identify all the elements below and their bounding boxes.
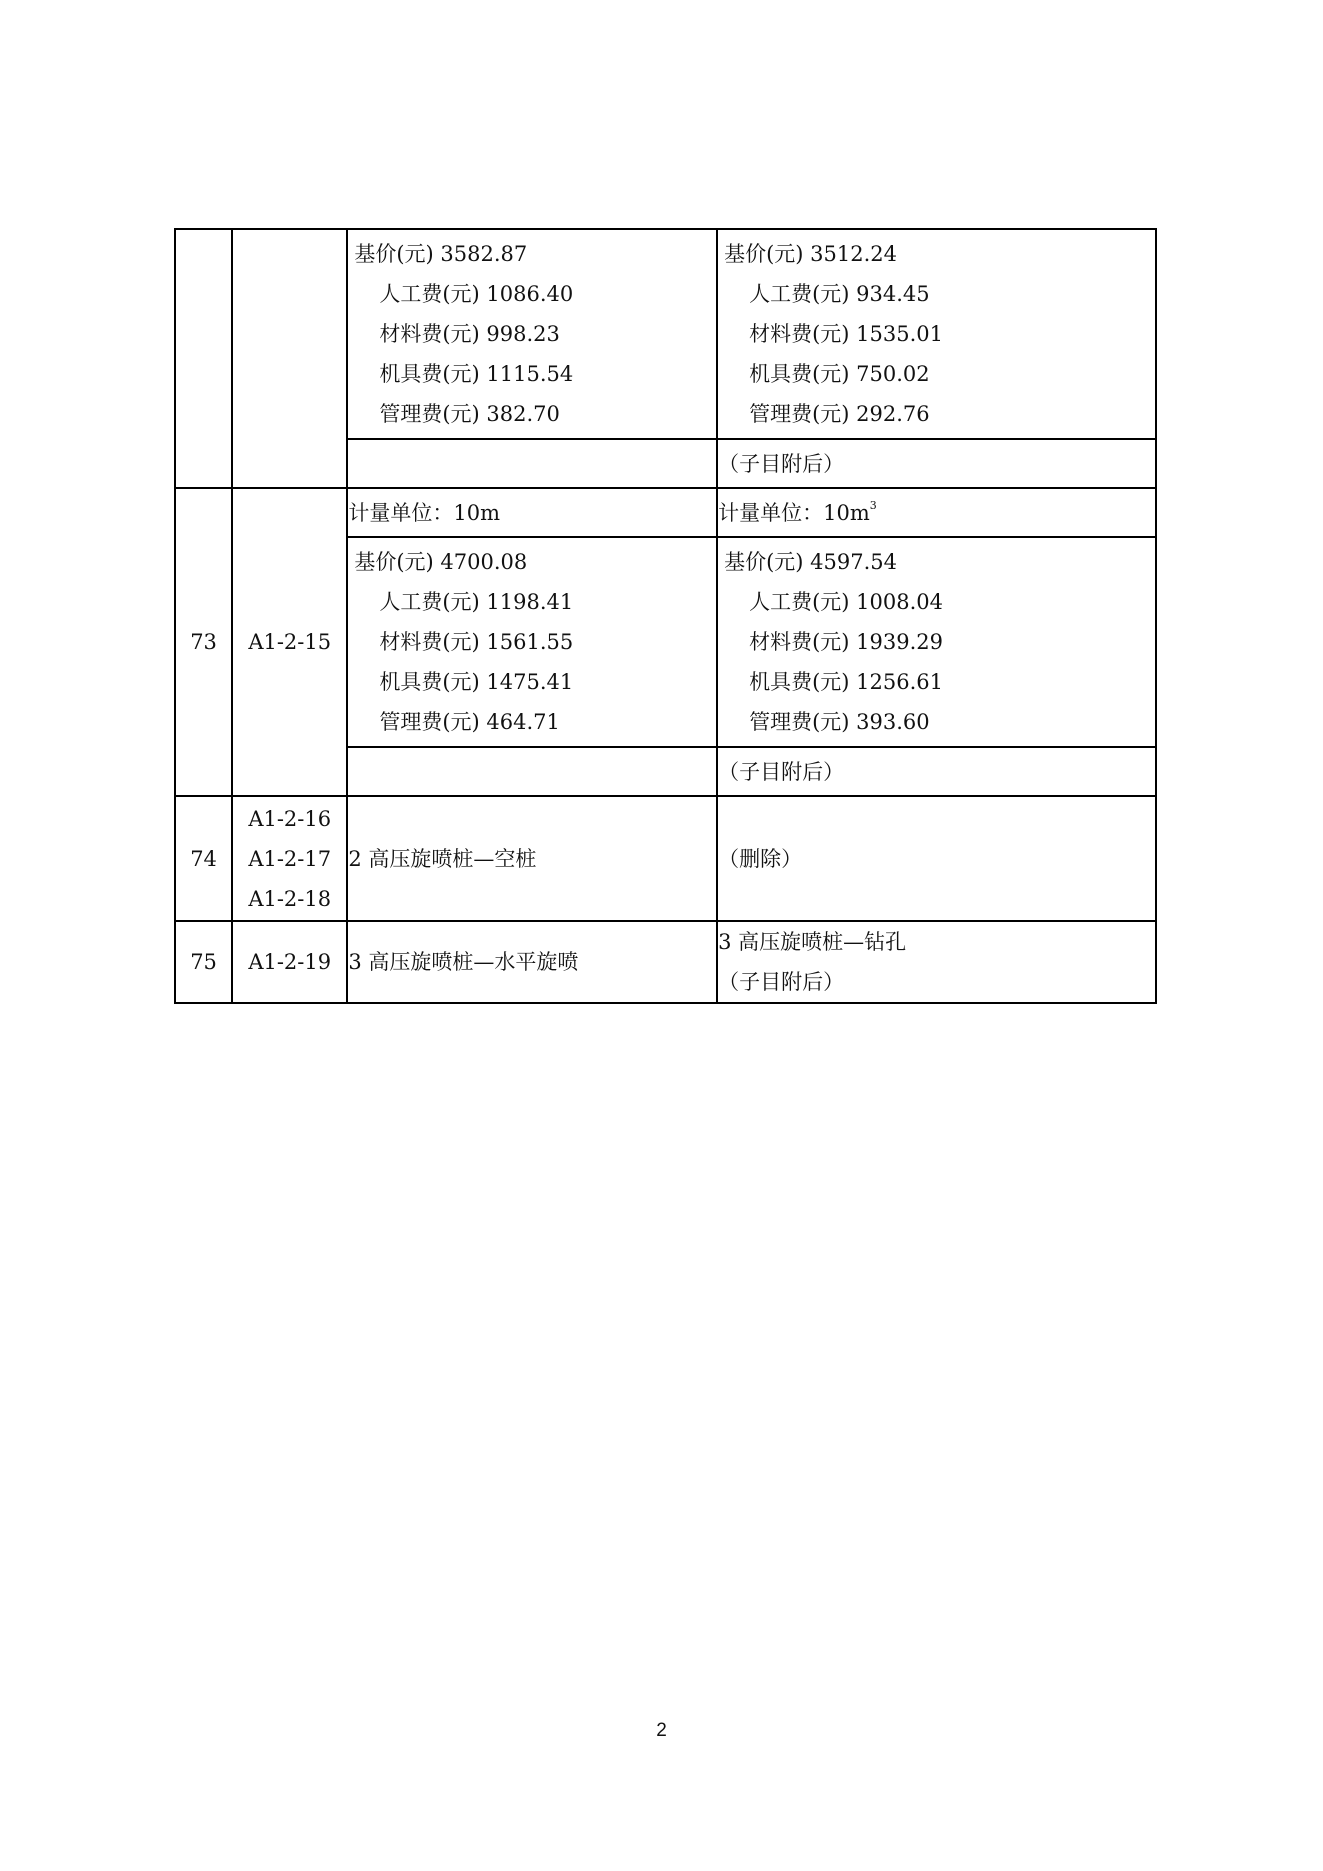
table-row bbox=[175, 796, 1156, 921]
item-code-cell: A1-2-15 bbox=[232, 488, 347, 796]
original-price-cell bbox=[347, 537, 717, 747]
row-number-cell: 75 bbox=[175, 921, 232, 1003]
original-note-cell bbox=[347, 439, 717, 488]
item-code: A1-2-17 bbox=[248, 846, 332, 871]
revised-note-cell: （子目附后） bbox=[717, 747, 1156, 796]
machine-cost: 机具费(元) 1115.54 bbox=[379, 362, 574, 386]
labor-cost: 人工费(元) 934.45 bbox=[749, 282, 930, 306]
management-cost: 管理费(元) 382.70 bbox=[379, 402, 560, 426]
original-description-cell: 3 高压旋喷桩—水平旋喷 bbox=[347, 921, 717, 1003]
base-price: 基价(元) 3512.24 bbox=[724, 242, 897, 266]
table-row bbox=[175, 229, 1156, 439]
revised-description-line: 3 高压旋喷桩—钻孔 bbox=[718, 930, 907, 954]
management-cost: 管理费(元) 393.60 bbox=[749, 710, 930, 734]
page-number: 2 bbox=[656, 1720, 667, 1741]
unit-superscript: 3 bbox=[869, 498, 877, 512]
table-row bbox=[175, 488, 1156, 537]
original-note-cell bbox=[347, 747, 717, 796]
machine-cost: 机具费(元) 750.02 bbox=[749, 362, 930, 386]
machine-cost: 机具费(元) 1256.61 bbox=[749, 670, 943, 694]
material-cost: 材料费(元) 1561.55 bbox=[379, 630, 574, 654]
revised-description-cell: （删除） bbox=[717, 796, 1156, 921]
labor-cost: 人工费(元) 1198.41 bbox=[379, 590, 574, 614]
unit-text: 计量单位：10m bbox=[718, 500, 870, 525]
management-cost: 管理费(元) 292.76 bbox=[749, 402, 930, 426]
row-number-cell: 74 bbox=[175, 796, 232, 921]
revised-description-cell bbox=[717, 921, 1156, 1003]
labor-cost: 人工费(元) 1008.04 bbox=[749, 590, 943, 614]
base-price: 基价(元) 4597.54 bbox=[724, 550, 897, 574]
revised-unit-cell bbox=[717, 488, 1156, 537]
revised-note-cell: （子目附后） bbox=[717, 439, 1156, 488]
row-number-cell bbox=[175, 229, 232, 488]
item-code: A1-2-16 bbox=[248, 806, 332, 831]
revised-description-note: （子目附后） bbox=[718, 970, 845, 994]
labor-cost: 人工费(元) 1086.40 bbox=[379, 282, 574, 306]
revised-price-cell bbox=[717, 229, 1156, 439]
item-code-cell: A1-2-19 bbox=[232, 921, 347, 1003]
management-cost: 管理费(元) 464.71 bbox=[379, 710, 560, 734]
original-description-cell: 2 高压旋喷桩—空桩 bbox=[347, 796, 717, 921]
revision-table bbox=[174, 228, 1157, 1004]
base-price: 基价(元) 4700.08 bbox=[354, 550, 528, 574]
machine-cost: 机具费(元) 1475.41 bbox=[379, 670, 574, 694]
material-cost: 材料费(元) 998.23 bbox=[379, 322, 560, 346]
material-cost: 材料费(元) 1939.29 bbox=[749, 630, 943, 654]
row-number-cell: 73 bbox=[175, 488, 232, 796]
revised-price-cell bbox=[717, 537, 1156, 747]
item-code: A1-2-18 bbox=[248, 886, 332, 911]
base-price: 基价(元) 3582.87 bbox=[354, 242, 528, 266]
original-price-cell bbox=[347, 229, 717, 439]
item-code-cell bbox=[232, 796, 347, 921]
table-row bbox=[175, 921, 1156, 1003]
original-unit-cell: 计量单位：10m bbox=[347, 488, 717, 537]
material-cost: 材料费(元) 1535.01 bbox=[749, 322, 943, 346]
item-code-cell bbox=[232, 229, 347, 488]
